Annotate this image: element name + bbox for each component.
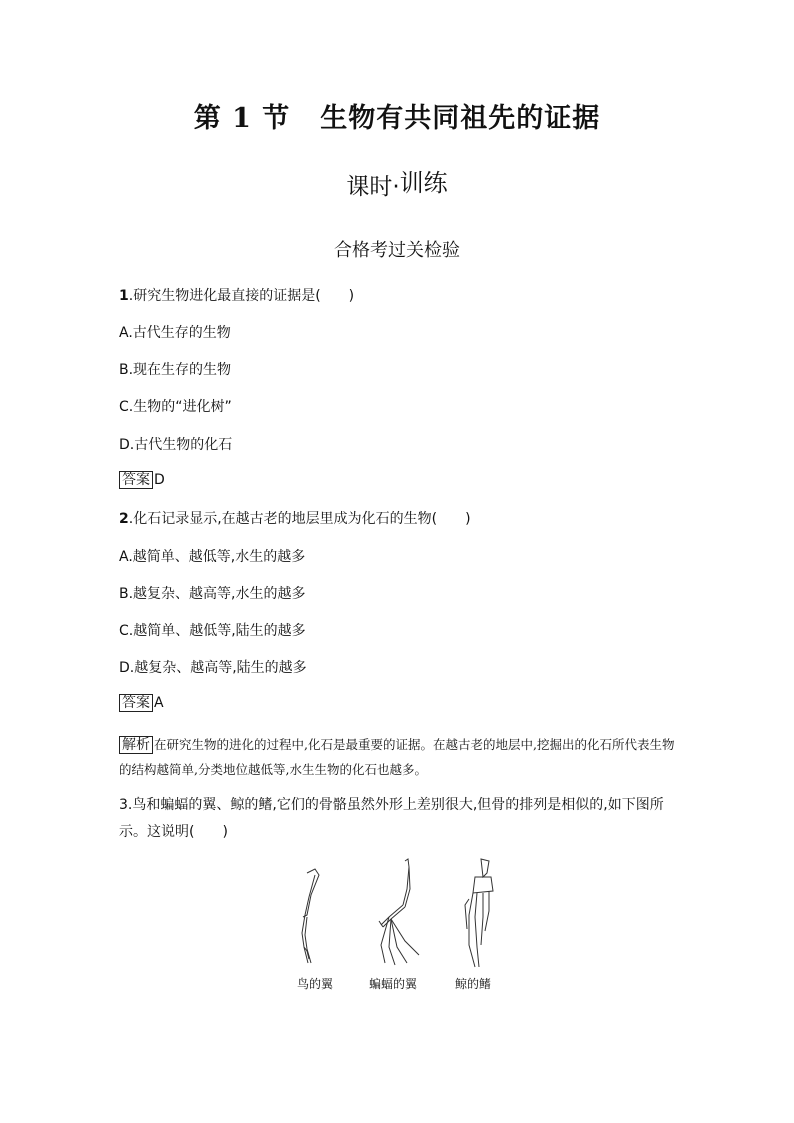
question-2-stem xyxy=(119,508,471,528)
explain-label: 解析 xyxy=(119,736,153,754)
limb-bones-figure xyxy=(285,855,515,995)
question-text: .化石记录显示,在越古老的地层里成为化石的生物( ) xyxy=(128,511,471,527)
question-text: .研究生物进化最直接的证据是( ) xyxy=(128,288,355,304)
answer-value: D xyxy=(154,472,165,488)
q2-option-a: A.越简单、越低等,水生的越多 xyxy=(119,549,306,565)
question-number: 2 xyxy=(119,511,129,527)
subtitle-part-b: 训练 xyxy=(399,169,448,197)
question-number: 3 xyxy=(119,797,128,813)
question-1-stem xyxy=(119,285,354,305)
answer-label: 答案 xyxy=(119,694,153,712)
page-title xyxy=(0,96,794,135)
subtitle-part-a: 课时 xyxy=(346,174,393,200)
q1-option-c: C.生物的“进化树” xyxy=(119,399,232,415)
caption-bird-wing: 鸟的翼 xyxy=(297,977,334,991)
bat-wing-drawing xyxy=(379,859,419,965)
q1-answer xyxy=(119,471,165,489)
limb-bones-illustration xyxy=(285,855,515,975)
section-number: 第 1 节 xyxy=(193,103,291,134)
q1-option-a: A.古代生存的生物 xyxy=(119,325,231,341)
q2-explanation xyxy=(119,732,679,782)
question-text: .鸟和蝙蝠的翼、鲸的鳍,它们的骨骼虽然外形上差别很大,但骨的排列是相似的,如下图所示。这说明( ) xyxy=(119,797,664,840)
answer-value: A xyxy=(154,695,164,711)
question-3-stem xyxy=(119,792,679,846)
question-number: 1 xyxy=(119,288,129,304)
answer-label: 答案 xyxy=(119,471,153,489)
q1-option-d: D.古代生物的化石 xyxy=(119,437,233,453)
q2-option-c: C.越简单、越低等,陆生的越多 xyxy=(119,623,306,639)
q2-answer xyxy=(119,694,164,712)
caption-whale-flipper: 鲸的鳍 xyxy=(455,977,492,991)
q2-option-b: B.越复杂、越高等,水生的越多 xyxy=(119,586,306,602)
bird-wing-drawing xyxy=(302,869,319,963)
caption-bat-wing: 蝙蝠的翼 xyxy=(369,977,418,991)
subtitle xyxy=(0,166,794,201)
whale-flipper-drawing xyxy=(465,859,493,967)
subtitle-dot: · xyxy=(392,174,400,200)
q2-option-d: D.越复杂、越高等,陆生的越多 xyxy=(119,660,307,676)
section-title: 生物有共同祖先的证据 xyxy=(320,103,601,134)
explain-text: 在研究生物的进化的过程中,化石是最重要的证据。在越古老的地层中,挖掘出的化石所代表生物的结构越简单,分类地位越低等,水生生物的化石也越多。 xyxy=(119,737,675,777)
section-heading: 合格考过关检验 xyxy=(334,240,460,261)
q1-option-b: B.现在生存的生物 xyxy=(119,362,232,378)
